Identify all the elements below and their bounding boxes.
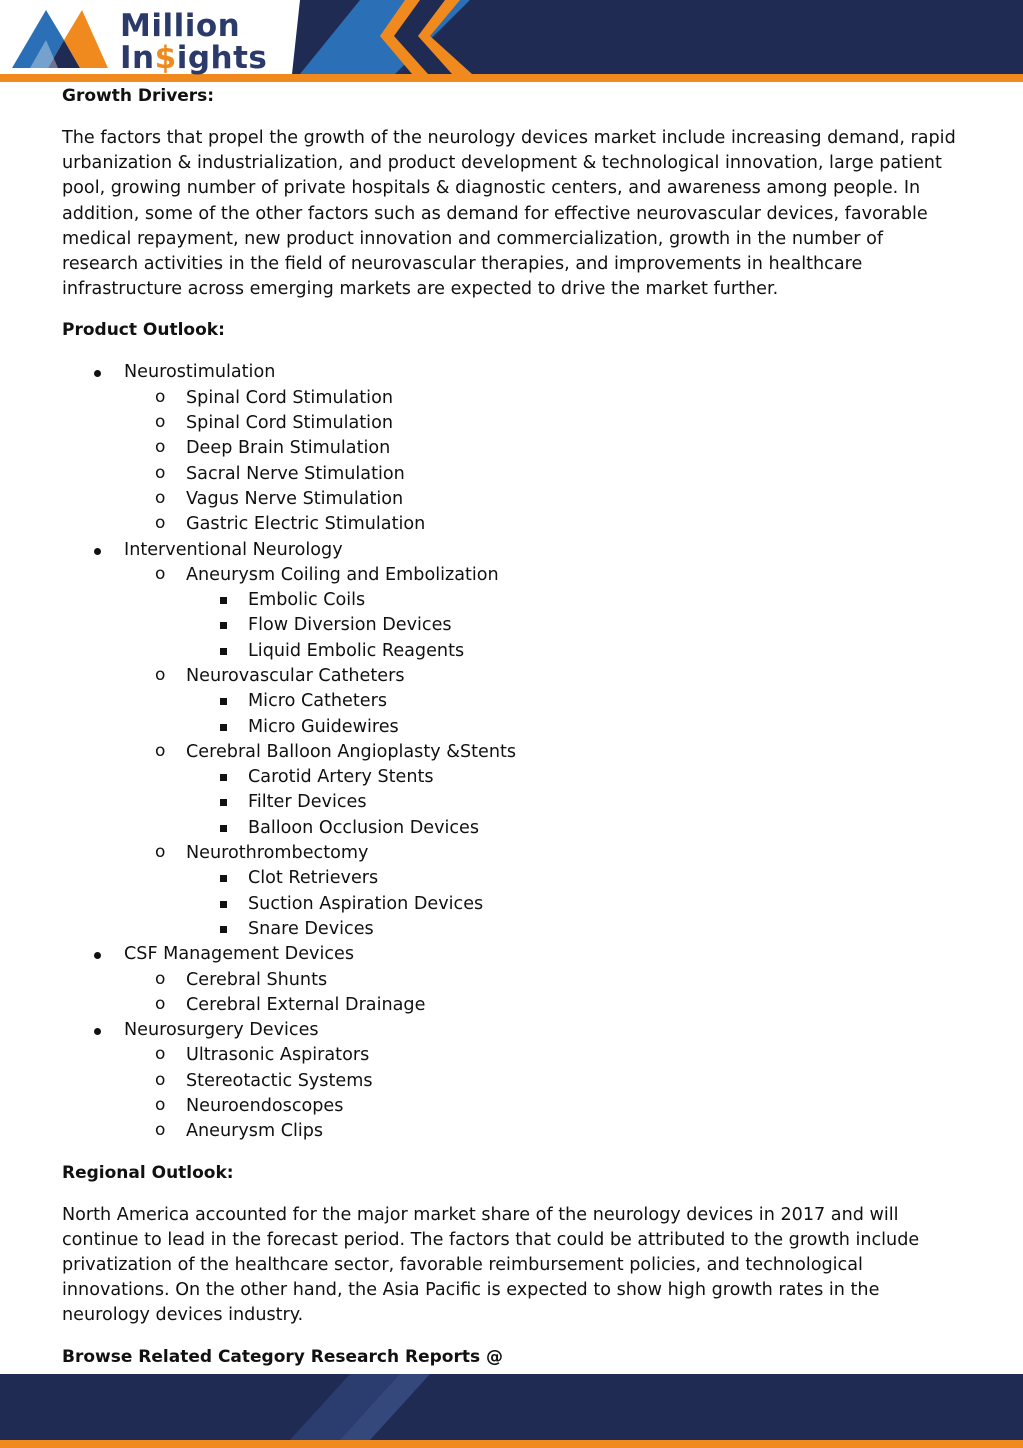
bullet-circle-icon: o — [155, 1095, 166, 1116]
product-category-label: CSF Management Devices — [124, 944, 354, 965]
product-subcategory-label: Ultrasonic Aspirators — [186, 1045, 370, 1066]
product-subcategory-item — [124, 1043, 962, 1068]
product-category-item — [62, 360, 962, 537]
bullet-square-icon — [220, 901, 227, 908]
bullet-square-icon — [220, 622, 227, 629]
product-type-item — [186, 613, 962, 638]
product-type-item — [186, 790, 962, 815]
product-type-item — [186, 588, 962, 613]
product-subcategory-list — [124, 386, 962, 538]
product-type-label: Micro Guidewires — [248, 716, 399, 737]
bullet-circle-icon: o — [155, 437, 166, 458]
product-type-label: Clot Retrievers — [248, 868, 379, 889]
document-body — [62, 84, 962, 1395]
product-subcategory-item — [124, 664, 962, 740]
product-type-label: Flow Diversion Devices — [248, 615, 452, 636]
product-subcategory-item — [124, 386, 962, 411]
product-subcategory-list — [124, 1043, 962, 1144]
product-subcategory-label: Deep Brain Stimulation — [186, 438, 391, 459]
product-subcategory-label: Aneurysm Clips — [186, 1121, 324, 1142]
product-category-item — [62, 1018, 962, 1144]
product-subcategory-label: Neuroendoscopes — [186, 1096, 344, 1117]
product-subcategory-item — [124, 411, 962, 436]
product-type-label: Liquid Embolic Reagents — [248, 640, 465, 661]
product-outlook-list — [62, 360, 962, 1144]
bullet-circle-icon: o — [155, 968, 166, 989]
bullet-square-icon — [220, 648, 227, 655]
product-subcategory-label: Spinal Cord Stimulation — [186, 413, 393, 434]
product-type-label: Carotid Artery Stents — [248, 767, 434, 788]
bullet-dot-icon — [92, 942, 102, 967]
product-type-label: Micro Catheters — [248, 691, 388, 712]
product-type-label: Embolic Coils — [248, 590, 366, 611]
product-subcategory-label: Cerebral External Drainage — [186, 994, 426, 1015]
product-type-item — [186, 639, 962, 664]
bullet-circle-icon: o — [155, 462, 166, 483]
bullet-circle-icon: o — [155, 513, 166, 534]
bullet-circle-icon: o — [155, 1044, 166, 1065]
product-type-label: Snare Devices — [248, 918, 374, 939]
product-subcategory-item — [124, 487, 962, 512]
bullet-circle-icon: o — [155, 842, 166, 863]
product-category-label: Interventional Neurology — [124, 539, 343, 560]
product-subcategory-label: Neurothrombectomy — [186, 843, 369, 864]
footer-banner — [0, 1374, 1023, 1448]
product-subcategory-item — [124, 740, 962, 841]
logo-dollar: $ — [154, 40, 177, 76]
product-subcategory-label: Stereotactic Systems — [186, 1070, 373, 1091]
bullet-square-icon — [220, 724, 227, 731]
browse-label: Browse Related Category Research Reports @ — [62, 1346, 504, 1367]
product-type-list — [186, 765, 962, 841]
product-subcategory-label: Gastric Electric Stimulation — [186, 514, 426, 535]
product-subcategory-item — [124, 993, 962, 1018]
product-subcategory-label: Vagus Nerve Stimulation — [186, 488, 404, 509]
product-subcategory-label: Sacral Nerve Stimulation — [186, 463, 405, 484]
bullet-circle-icon: o — [155, 487, 166, 508]
bullet-circle-icon: o — [155, 1069, 166, 1090]
product-type-label: Balloon Occlusion Devices — [248, 817, 480, 838]
product-type-item — [186, 816, 962, 841]
product-subcategory-label: Spinal Cord Stimulation — [186, 387, 393, 408]
logo-mark-icon — [12, 6, 112, 72]
product-subcategory-item — [124, 1069, 962, 1094]
product-subcategory-label: Aneurysm Coiling and Embolization — [186, 564, 499, 585]
logo-line1: Million — [120, 8, 241, 44]
bullet-dot-icon — [92, 1018, 102, 1043]
bullet-circle-icon: o — [155, 993, 166, 1014]
bullet-square-icon — [220, 825, 227, 832]
product-subcategory-label: Cerebral Balloon Angioplasty &Stents — [186, 741, 517, 762]
product-type-list — [186, 866, 962, 942]
product-type-item — [186, 917, 962, 942]
product-category-item — [62, 538, 962, 943]
product-type-list — [186, 689, 962, 740]
product-type-label: Suction Aspiration Devices — [248, 893, 484, 914]
product-category-label: Neurostimulation — [124, 362, 276, 383]
product-subcategory-item — [124, 462, 962, 487]
product-subcategory-list — [124, 968, 962, 1019]
growth-drivers-heading: Growth Drivers: — [62, 86, 215, 106]
bullet-circle-icon: o — [155, 1120, 166, 1141]
bullet-square-icon — [220, 698, 227, 705]
product-outlook-heading: Product Outlook: — [62, 320, 225, 341]
product-category-label: Neurosurgery Devices — [124, 1020, 319, 1041]
regional-outlook-heading: Regional Outlook: — [62, 1162, 234, 1183]
page-footer — [0, 1374, 1023, 1448]
logo-line2: In$ights — [120, 40, 268, 76]
product-subcategory-label: Neurovascular Catheters — [186, 665, 405, 686]
bullet-square-icon — [220, 875, 227, 882]
page-header — [0, 0, 1023, 82]
bullet-circle-icon: o — [155, 740, 166, 761]
product-subcategory-list — [124, 563, 962, 942]
product-type-item — [186, 765, 962, 790]
product-subcategory-item — [124, 1094, 962, 1119]
bullet-circle-icon: o — [155, 412, 166, 433]
bullet-square-icon — [220, 774, 227, 781]
product-type-item — [186, 866, 962, 891]
product-type-item — [186, 715, 962, 740]
product-subcategory-item — [124, 968, 962, 993]
product-type-list — [186, 588, 962, 664]
bullet-square-icon — [220, 926, 227, 933]
million-insights-logo — [12, 6, 268, 76]
bullet-dot-icon — [92, 360, 102, 385]
product-type-label: Filter Devices — [248, 792, 367, 813]
bullet-dot-icon — [92, 538, 102, 563]
product-subcategory-item — [124, 563, 962, 664]
regional-outlook-paragraph: North America accounted for the major market share of the neurology devices in 2017 and will continue to lead in the forecast period. The factors that could be attributed to the growth include privatization of the healthcare sector, favorable reimbursement policies, and technological innovations. On the other hand, the Asia Pacific is expected to show high growth rates in the neurology devices industry. — [62, 1204, 920, 1326]
product-type-item — [186, 892, 962, 917]
bullet-circle-icon: o — [155, 563, 166, 584]
product-type-item — [186, 689, 962, 714]
product-subcategory-item — [124, 841, 962, 942]
bullet-square-icon — [220, 799, 227, 806]
product-subcategory-label: Cerebral Shunts — [186, 969, 328, 990]
product-category-item — [62, 942, 962, 1018]
bullet-circle-icon: o — [155, 664, 166, 685]
product-subcategory-item — [124, 1119, 962, 1144]
product-subcategory-item — [124, 512, 962, 537]
product-subcategory-item — [124, 436, 962, 461]
bullet-circle-icon: o — [155, 386, 166, 407]
growth-drivers-paragraph: The factors that propel the growth of the neurology devices market include increasing demand, rapid urbanization & industrialization, and product development & technological innovation, large patient pool, growing number of private hospitals & diagnostic centers, and awareness among people. In addition, some of the other factors such as demand for effective neurovascular devices, favorable medical repayment, new product innovation and commercialization, growth in the number of research activities in the field of neurovascular therapies, and improvements in healthcare infrastructure across emerging markets are expected to drive the market further. — [62, 128, 956, 300]
bullet-square-icon — [220, 597, 227, 604]
logo-wordmark — [120, 10, 267, 74]
